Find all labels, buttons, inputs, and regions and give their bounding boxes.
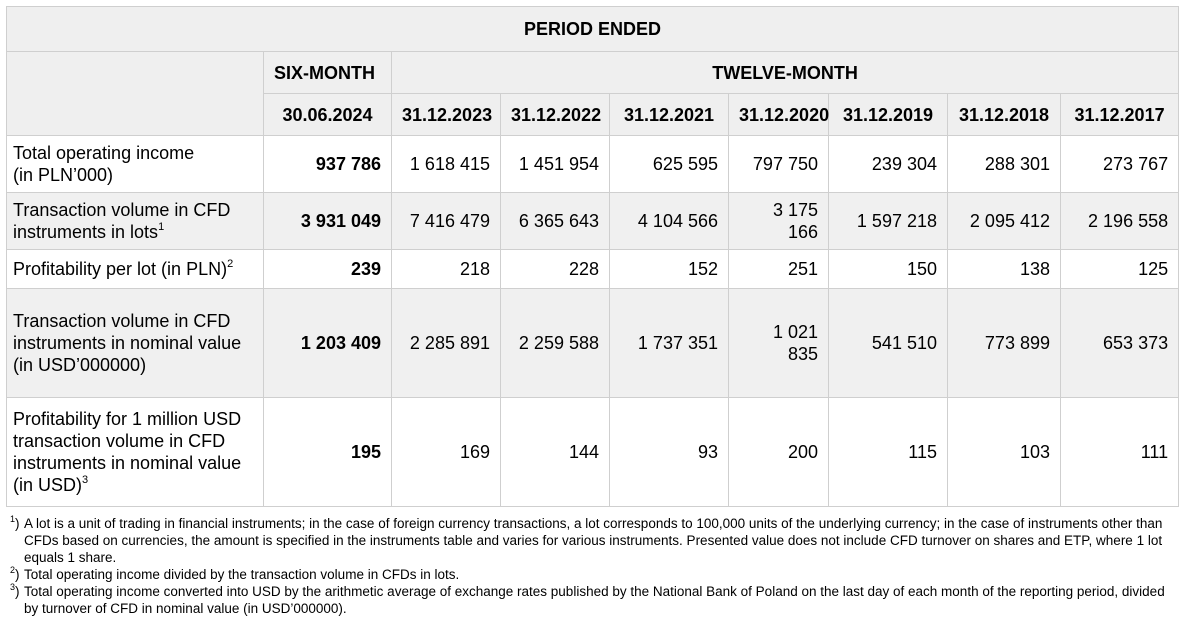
table-cell: 115 <box>829 398 948 507</box>
footnote: $^3$) Total operating income converted into USD by the arithmetic average of exchange rates published by the National Bank of Poland on the last day of each month of the reporting period, divided by turnover of CFD in nominal value (in USD’000000). <box>10 583 1170 617</box>
table-cell: 773 899 <box>948 289 1061 398</box>
table-cell: 541 510 <box>829 289 948 398</box>
table-cell: 6 365 643 <box>501 193 610 250</box>
footnote-text: Total operating income converted into USD by the arithmetic average of exchange rates published by the National Bank of Poland on the last day of each month of the reporting period, divided by turnover of CFD in nominal value (in USD’000000). <box>24 584 1165 616</box>
table-cell: 625 595 <box>610 136 729 193</box>
table-cell: 251 <box>729 250 829 289</box>
row-label: Transaction volume in CFD instruments in lots$^1$ <box>7 193 264 250</box>
table-cell: 93 <box>610 398 729 507</box>
footnote: $^2$) Total operating income divided by the transaction volume in CFDs in lots. <box>10 566 1170 583</box>
date-header: 31.12.2023 <box>392 94 501 136</box>
table-row <box>7 250 1179 289</box>
table-cell: 2 196 558 <box>1061 193 1179 250</box>
footnote-text: Total operating income divided by the transaction volume in CFDs in lots. <box>24 567 460 582</box>
table-cell: 239 304 <box>829 136 948 193</box>
table-cell: 2 259 588 <box>501 289 610 398</box>
table-cell: 4 104 566 <box>610 193 729 250</box>
table-cell: 1 737 351 <box>610 289 729 398</box>
table-row <box>7 136 1179 193</box>
footnote-mark: 1 <box>10 513 16 524</box>
table-cell: 1 203 409 <box>264 289 392 398</box>
row-label: Total operating income (in PLN’000) <box>7 136 264 193</box>
table-cell: 1 451 954 <box>501 136 610 193</box>
date-header: 31.12.2017 <box>1061 94 1179 136</box>
table-cell: 144 <box>501 398 610 507</box>
table-cell: 937 786 <box>264 136 392 193</box>
date-header: 31.12.2022 <box>501 94 610 136</box>
table-cell: 150 <box>829 250 948 289</box>
footnote-ref: 3 <box>82 474 89 486</box>
footnote-text: A lot is a unit of trading in financial instruments; in the case of foreign currency transactions, a lot corresponds to 100,000 units of the underlying currency; in the case of instruments other than CFDs based on currencies, the amount is specified in the instruments table and varies for various instruments. Presented value does not include CFD turnover on shares and ETP, where 1 lot equals 1 share. <box>24 516 1163 565</box>
table-row <box>7 193 1179 250</box>
date-header: 30.06.2024 <box>264 94 392 136</box>
table-cell: 1 597 218 <box>829 193 948 250</box>
table-cell: 2 095 412 <box>948 193 1061 250</box>
table-cell: 111 <box>1061 398 1179 507</box>
table-cell: 169 <box>392 398 501 507</box>
footnote-mark: 2 <box>10 564 16 575</box>
row-label: Transaction volume in CFD instruments in nominal value (in USD’000000) <box>7 289 264 398</box>
table-cell: 1 021 835 <box>729 289 829 398</box>
table-cell: 138 <box>948 250 1061 289</box>
table-row <box>7 398 1179 507</box>
label-column-header <box>7 52 264 136</box>
table-cell: 125 <box>1061 250 1179 289</box>
six-month-header: SIX-MONTH <box>264 52 392 94</box>
table-cell: 228 <box>501 250 610 289</box>
footnote-ref: 2 <box>227 258 234 270</box>
table-cell: 2 285 891 <box>392 289 501 398</box>
row-label: Profitability per lot (in PLN)$^2$ <box>7 250 264 289</box>
table-cell: 7 416 479 <box>392 193 501 250</box>
table-cell: 288 301 <box>948 136 1061 193</box>
table-cell: 239 <box>264 250 392 289</box>
financial-table <box>6 6 1179 507</box>
date-header: 31.12.2018 <box>948 94 1061 136</box>
footnote-mark: 3 <box>10 581 16 592</box>
row-label: Profitability for 1 million USD transaction volume in CFD instruments in nominal value (in USD)$^3$ <box>7 398 264 507</box>
table-cell: 653 373 <box>1061 289 1179 398</box>
table-cell: 152 <box>610 250 729 289</box>
date-header: 31.12.2020 <box>729 94 829 136</box>
table-cell: 218 <box>392 250 501 289</box>
table-row <box>7 289 1179 398</box>
date-header: 31.12.2021 <box>610 94 729 136</box>
date-header: 31.12.2019 <box>829 94 948 136</box>
twelve-month-header: TWELVE-MONTH <box>392 52 1179 94</box>
footnote-ref: 1 <box>158 221 165 233</box>
footnotes <box>10 515 1170 617</box>
table-cell: 103 <box>948 398 1061 507</box>
table-cell: 797 750 <box>729 136 829 193</box>
table-cell: 1 618 415 <box>392 136 501 193</box>
period-ended-header: PERIOD ENDED <box>7 7 1179 52</box>
table-cell: 200 <box>729 398 829 507</box>
table-cell: 273 767 <box>1061 136 1179 193</box>
table-cell: 3 175 166 <box>729 193 829 250</box>
table-cell: 195 <box>264 398 392 507</box>
footnote: $^1$) A lot is a unit of trading in financial instruments; in the case of foreign currency transactions, a lot corresponds to 100,000 units of the underlying currency; in the case of instruments other than CFDs based on currencies, the amount is specified in the instruments table and varies for various instruments. Presented value does not include CFD turnover on shares and ETP, where 1 lot equals 1 share. <box>10 515 1170 566</box>
table-cell: 3 931 049 <box>264 193 392 250</box>
